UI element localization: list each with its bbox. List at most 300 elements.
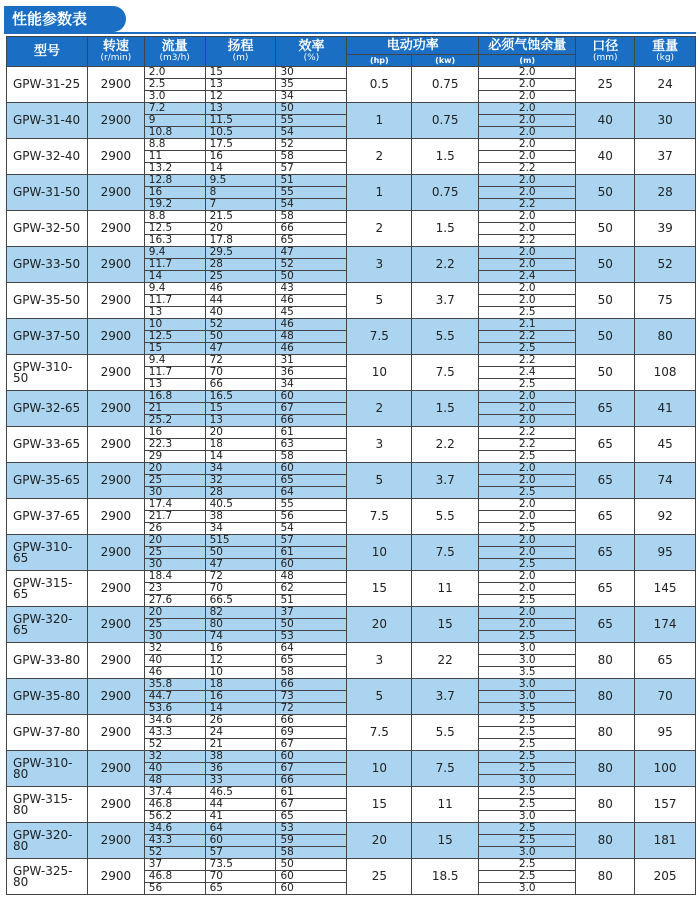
efficiency-cell: 34: [276, 379, 347, 391]
head-cell: 70: [205, 871, 276, 883]
flow-cell: 37.4: [144, 787, 205, 799]
efficiency-cell: 57: [276, 535, 347, 547]
flow-cell: 43.3: [144, 835, 205, 847]
kw-cell: 7.5: [412, 751, 479, 787]
npsh-cell: 2.0: [479, 583, 576, 595]
npsh-cell: 2.5: [479, 871, 576, 883]
model-cell: GPW-37-50: [7, 319, 88, 355]
table-row: [7, 391, 696, 403]
npsh-cell: 3.0: [479, 811, 576, 823]
npsh-cell: 3.0: [479, 655, 576, 667]
efficiency-cell: 67: [276, 799, 347, 811]
npsh-cell: 2.2: [479, 331, 576, 343]
flow-cell: 16.3: [144, 235, 205, 247]
npsh-cell: 2.0: [479, 499, 576, 511]
head-cell: 20: [205, 223, 276, 235]
npsh-cell: 2.0: [479, 91, 576, 103]
hp-cell: 5: [347, 283, 412, 319]
speed-cell: 2900: [88, 643, 145, 679]
kw-cell: 2.2: [412, 427, 479, 463]
diameter-cell: 65: [576, 391, 635, 427]
flow-cell: 25: [144, 619, 205, 631]
head-cell: 64: [205, 823, 276, 835]
head-cell: 17.8: [205, 235, 276, 247]
kw-cell: 15: [412, 823, 479, 859]
weight-cell: 30: [635, 103, 696, 139]
speed-cell: 2900: [88, 355, 145, 391]
head-cell: 21.5: [205, 211, 276, 223]
flow-cell: 11.7: [144, 259, 205, 271]
npsh-cell: 2.0: [479, 127, 576, 139]
weight-cell: 174: [635, 607, 696, 643]
page-title: 性能参数表: [4, 6, 126, 32]
npsh-cell: 2.0: [479, 283, 576, 295]
head-cell: 7: [205, 199, 276, 211]
efficiency-cell: 65: [276, 811, 347, 823]
speed-cell: 2900: [88, 139, 145, 175]
efficiency-cell: 35: [276, 79, 347, 91]
npsh-cell: 2.5: [479, 823, 576, 835]
model-cell: GPW-315-80: [7, 787, 88, 823]
hp-cell: 3: [347, 427, 412, 463]
flow-cell: 11: [144, 151, 205, 163]
kw-cell: 3.7: [412, 283, 479, 319]
npsh-cell: 2.5: [479, 523, 576, 535]
weight-cell: 95: [635, 715, 696, 751]
efficiency-cell: 58: [276, 667, 347, 679]
head-cell: 12: [205, 655, 276, 667]
flow-cell: 53.6: [144, 703, 205, 715]
table-row: [7, 67, 696, 79]
model-cell: GPW-37-80: [7, 715, 88, 751]
npsh-cell: 2.5: [479, 727, 576, 739]
npsh-cell: 2.0: [479, 403, 576, 415]
head-cell: 38: [205, 751, 276, 763]
table-row: [7, 355, 696, 367]
head-cell: 40.5: [205, 499, 276, 511]
speed-cell: 2900: [88, 463, 145, 499]
weight-cell: 74: [635, 463, 696, 499]
npsh-cell: 2.0: [479, 535, 576, 547]
npsh-cell: 2.0: [479, 139, 576, 151]
head-cell: 80: [205, 619, 276, 631]
weight-cell: 80: [635, 319, 696, 355]
flow-cell: 16: [144, 427, 205, 439]
flow-cell: 3.0: [144, 91, 205, 103]
speed-cell: 2900: [88, 823, 145, 859]
head-cell: 18: [205, 679, 276, 691]
weight-cell: 70: [635, 679, 696, 715]
flow-cell: 56.2: [144, 811, 205, 823]
head-cell: 47: [205, 343, 276, 355]
flow-cell: 22.3: [144, 439, 205, 451]
flow-cell: 37: [144, 859, 205, 871]
head-cell: 52: [205, 319, 276, 331]
flow-cell: 12.8: [144, 175, 205, 187]
npsh-cell: 2.5: [479, 451, 576, 463]
flow-cell: 12.5: [144, 223, 205, 235]
npsh-cell: 3.5: [479, 667, 576, 679]
flow-cell: 46.8: [144, 871, 205, 883]
speed-cell: 2900: [88, 103, 145, 139]
model-cell: GPW-32-40: [7, 139, 88, 175]
diameter-cell: 50: [576, 247, 635, 283]
hp-cell: 3: [347, 247, 412, 283]
weight-cell: 205: [635, 859, 696, 895]
npsh-cell: 3.0: [479, 883, 576, 895]
head-cell: 73.5: [205, 859, 276, 871]
speed-cell: 2900: [88, 859, 145, 895]
npsh-cell: 2.5: [479, 739, 576, 751]
npsh-cell: 2.4: [479, 271, 576, 283]
flow-cell: 23: [144, 583, 205, 595]
head-cell: 10.5: [205, 127, 276, 139]
head-cell: 14: [205, 703, 276, 715]
hp-cell: 10: [347, 751, 412, 787]
efficiency-cell: 66: [276, 715, 347, 727]
model-cell: GPW-37-65: [7, 499, 88, 535]
header-head: 扬程 (m): [205, 37, 276, 67]
diameter-cell: 65: [576, 427, 635, 463]
weight-cell: 65: [635, 643, 696, 679]
npsh-cell: 2.5: [479, 715, 576, 727]
table-row: [7, 859, 696, 871]
weight-cell: 181: [635, 823, 696, 859]
head-cell: 70: [205, 583, 276, 595]
diameter-cell: 80: [576, 787, 635, 823]
npsh-cell: 2.2: [479, 163, 576, 175]
diameter-cell: 40: [576, 103, 635, 139]
head-cell: 24: [205, 727, 276, 739]
flow-cell: 25.2: [144, 415, 205, 427]
table-row: [7, 499, 696, 511]
header-diameter: 口径 (mm): [576, 37, 635, 67]
head-cell: 46.5: [205, 787, 276, 799]
head-cell: 72: [205, 571, 276, 583]
hp-cell: 5: [347, 463, 412, 499]
npsh-cell: 3.0: [479, 847, 576, 859]
diameter-cell: 50: [576, 355, 635, 391]
efficiency-cell: 62: [276, 583, 347, 595]
npsh-cell: 2.4: [479, 367, 576, 379]
flow-cell: 34.6: [144, 823, 205, 835]
flow-cell: 2.0: [144, 67, 205, 79]
model-cell: GPW-325-80: [7, 859, 88, 895]
efficiency-cell: 55: [276, 187, 347, 199]
header-npsh-unit: (m): [479, 55, 576, 67]
diameter-cell: 25: [576, 67, 635, 103]
table-row: [7, 427, 696, 439]
head-cell: 16: [205, 151, 276, 163]
kw-cell: 0.75: [412, 67, 479, 103]
efficiency-cell: 52: [276, 259, 347, 271]
flow-cell: 7.2: [144, 103, 205, 115]
flow-cell: 27.6: [144, 595, 205, 607]
hp-cell: 7.5: [347, 499, 412, 535]
efficiency-cell: 51: [276, 595, 347, 607]
npsh-cell: 2.5: [479, 751, 576, 763]
npsh-cell: 2.0: [479, 187, 576, 199]
npsh-cell: 2.0: [479, 67, 576, 79]
npsh-cell: 2.0: [479, 463, 576, 475]
head-cell: 47: [205, 559, 276, 571]
npsh-cell: 2.5: [479, 631, 576, 643]
diameter-cell: 80: [576, 715, 635, 751]
head-cell: 57: [205, 847, 276, 859]
diameter-cell: 65: [576, 499, 635, 535]
npsh-cell: 2.5: [479, 595, 576, 607]
flow-cell: 12.5: [144, 331, 205, 343]
kw-cell: 11: [412, 571, 479, 607]
head-cell: 66.5: [205, 595, 276, 607]
kw-cell: 0.75: [412, 175, 479, 211]
hp-cell: 15: [347, 571, 412, 607]
header-weight: 重量 (kg): [635, 37, 696, 67]
diameter-cell: 65: [576, 571, 635, 607]
flow-cell: 32: [144, 643, 205, 655]
table-row: [7, 283, 696, 295]
diameter-cell: 65: [576, 463, 635, 499]
weight-cell: 75: [635, 283, 696, 319]
efficiency-cell: 58: [276, 847, 347, 859]
weight-cell: 95: [635, 535, 696, 571]
npsh-cell: 2.0: [479, 391, 576, 403]
weight-cell: 92: [635, 499, 696, 535]
head-cell: 74: [205, 631, 276, 643]
efficiency-cell: 50: [276, 619, 347, 631]
efficiency-cell: 52: [276, 139, 347, 151]
speed-cell: 2900: [88, 499, 145, 535]
hp-cell: 3: [347, 643, 412, 679]
weight-cell: 52: [635, 247, 696, 283]
header-kw: (kw): [412, 55, 479, 67]
model-cell: GPW-31-25: [7, 67, 88, 103]
efficiency-cell: 54: [276, 127, 347, 139]
efficiency-cell: 55: [276, 499, 347, 511]
speed-cell: 2900: [88, 571, 145, 607]
npsh-cell: 2.0: [479, 619, 576, 631]
npsh-cell: 2.0: [479, 415, 576, 427]
npsh-cell: 2.0: [479, 103, 576, 115]
flow-cell: 46.8: [144, 799, 205, 811]
head-cell: 16.5: [205, 391, 276, 403]
efficiency-cell: 73: [276, 691, 347, 703]
diameter-cell: 80: [576, 823, 635, 859]
model-cell: GPW-31-40: [7, 103, 88, 139]
speed-cell: 2900: [88, 607, 145, 643]
npsh-cell: 2.2: [479, 235, 576, 247]
flow-cell: 9: [144, 115, 205, 127]
head-cell: 29.5: [205, 247, 276, 259]
efficiency-cell: 64: [276, 487, 347, 499]
efficiency-cell: 45: [276, 307, 347, 319]
npsh-cell: 2.5: [479, 859, 576, 871]
speed-cell: 2900: [88, 283, 145, 319]
efficiency-cell: 64: [276, 643, 347, 655]
model-cell: GPW-310-80: [7, 751, 88, 787]
flow-cell: 14: [144, 271, 205, 283]
head-cell: 82: [205, 607, 276, 619]
table-row: [7, 679, 696, 691]
kw-cell: 7.5: [412, 535, 479, 571]
flow-cell: 52: [144, 739, 205, 751]
efficiency-cell: 58: [276, 451, 347, 463]
weight-cell: 108: [635, 355, 696, 391]
flow-cell: 30: [144, 631, 205, 643]
head-cell: 18: [205, 439, 276, 451]
efficiency-cell: 60: [276, 751, 347, 763]
diameter-cell: 65: [576, 607, 635, 643]
efficiency-cell: 46: [276, 295, 347, 307]
flow-cell: 9.4: [144, 283, 205, 295]
flow-cell: 29: [144, 451, 205, 463]
flow-cell: 26: [144, 523, 205, 535]
flow-cell: 35.8: [144, 679, 205, 691]
header-power: 电动功率: [347, 37, 479, 55]
model-cell: GPW-32-65: [7, 391, 88, 427]
diameter-cell: 50: [576, 211, 635, 247]
head-cell: 66: [205, 379, 276, 391]
hp-cell: 10: [347, 355, 412, 391]
kw-cell: 1.5: [412, 139, 479, 175]
table-row: [7, 751, 696, 763]
npsh-cell: 2.0: [479, 547, 576, 559]
npsh-cell: 2.1: [479, 319, 576, 331]
diameter-cell: 80: [576, 751, 635, 787]
model-cell: GPW-33-50: [7, 247, 88, 283]
flow-cell: 13: [144, 379, 205, 391]
diameter-cell: 50: [576, 175, 635, 211]
flow-cell: 11.7: [144, 367, 205, 379]
speed-cell: 2900: [88, 67, 145, 103]
npsh-cell: 2.5: [479, 559, 576, 571]
efficiency-cell: 31: [276, 355, 347, 367]
npsh-cell: 2.0: [479, 223, 576, 235]
model-cell: GPW-33-65: [7, 427, 88, 463]
efficiency-cell: 60: [276, 391, 347, 403]
kw-cell: 5.5: [412, 715, 479, 751]
flow-cell: 43.3: [144, 727, 205, 739]
npsh-cell: 2.5: [479, 487, 576, 499]
efficiency-cell: 56: [276, 511, 347, 523]
flow-cell: 19.2: [144, 199, 205, 211]
head-cell: 21: [205, 739, 276, 751]
head-cell: 13: [205, 415, 276, 427]
diameter-cell: 80: [576, 643, 635, 679]
hp-cell: 2: [347, 391, 412, 427]
weight-cell: 45: [635, 427, 696, 463]
hp-cell: 2: [347, 139, 412, 175]
head-cell: 32: [205, 475, 276, 487]
efficiency-cell: 30: [276, 67, 347, 79]
npsh-cell: 3.0: [479, 775, 576, 787]
efficiency-cell: 54: [276, 199, 347, 211]
flow-cell: 16.8: [144, 391, 205, 403]
head-cell: 16: [205, 691, 276, 703]
npsh-cell: 2.5: [479, 307, 576, 319]
head-cell: 20: [205, 427, 276, 439]
performance-table: [6, 36, 696, 895]
hp-cell: 1: [347, 175, 412, 211]
npsh-cell: 2.0: [479, 295, 576, 307]
speed-cell: 2900: [88, 175, 145, 211]
npsh-cell: 3.0: [479, 691, 576, 703]
head-cell: 72: [205, 355, 276, 367]
flow-cell: 32: [144, 751, 205, 763]
npsh-cell: 2.0: [479, 259, 576, 271]
head-cell: 515: [205, 535, 276, 547]
head-cell: 28: [205, 487, 276, 499]
head-cell: 50: [205, 331, 276, 343]
head-cell: 14: [205, 451, 276, 463]
kw-cell: 2.2: [412, 247, 479, 283]
head-cell: 65: [205, 883, 276, 895]
head-cell: 13: [205, 79, 276, 91]
table-row: [7, 535, 696, 547]
weight-cell: 39: [635, 211, 696, 247]
flow-cell: 16: [144, 187, 205, 199]
efficiency-cell: 66: [276, 679, 347, 691]
speed-cell: 2900: [88, 715, 145, 751]
npsh-cell: 3.5: [479, 703, 576, 715]
flow-cell: 2.5: [144, 79, 205, 91]
head-cell: 16: [205, 643, 276, 655]
flow-cell: 8.8: [144, 139, 205, 151]
model-cell: GPW-315-65: [7, 571, 88, 607]
table-row: [7, 175, 696, 187]
weight-cell: 41: [635, 391, 696, 427]
table-row: [7, 715, 696, 727]
flow-cell: 17.4: [144, 499, 205, 511]
flow-cell: 10: [144, 319, 205, 331]
hp-cell: 7.5: [347, 319, 412, 355]
table-row: [7, 643, 696, 655]
kw-cell: 22: [412, 643, 479, 679]
efficiency-cell: 72: [276, 703, 347, 715]
hp-cell: 0.5: [347, 67, 412, 103]
head-cell: 44: [205, 295, 276, 307]
efficiency-cell: 61: [276, 787, 347, 799]
efficiency-cell: 37: [276, 607, 347, 619]
kw-cell: 3.7: [412, 463, 479, 499]
flow-cell: 9.4: [144, 355, 205, 367]
head-cell: 8: [205, 187, 276, 199]
efficiency-cell: 34: [276, 91, 347, 103]
table-row: [7, 211, 696, 223]
header-speed: 转速 (r/min): [88, 37, 145, 67]
kw-cell: 3.7: [412, 679, 479, 715]
model-cell: GPW-35-50: [7, 283, 88, 319]
efficiency-cell: 65: [276, 475, 347, 487]
head-cell: 41: [205, 811, 276, 823]
title-divider: [4, 32, 696, 34]
efficiency-cell: 53: [276, 631, 347, 643]
npsh-cell: 2.0: [479, 151, 576, 163]
efficiency-cell: 63: [276, 439, 347, 451]
efficiency-cell: 60: [276, 871, 347, 883]
model-cell: GPW-310-50: [7, 355, 88, 391]
head-cell: 40: [205, 307, 276, 319]
header-npsh: 必须气蚀余量: [479, 37, 576, 55]
weight-cell: 28: [635, 175, 696, 211]
speed-cell: 2900: [88, 391, 145, 427]
head-cell: 15: [205, 67, 276, 79]
table-row: [7, 607, 696, 619]
hp-cell: 15: [347, 787, 412, 823]
kw-cell: 0.75: [412, 103, 479, 139]
flow-cell: 13: [144, 307, 205, 319]
speed-cell: 2900: [88, 679, 145, 715]
